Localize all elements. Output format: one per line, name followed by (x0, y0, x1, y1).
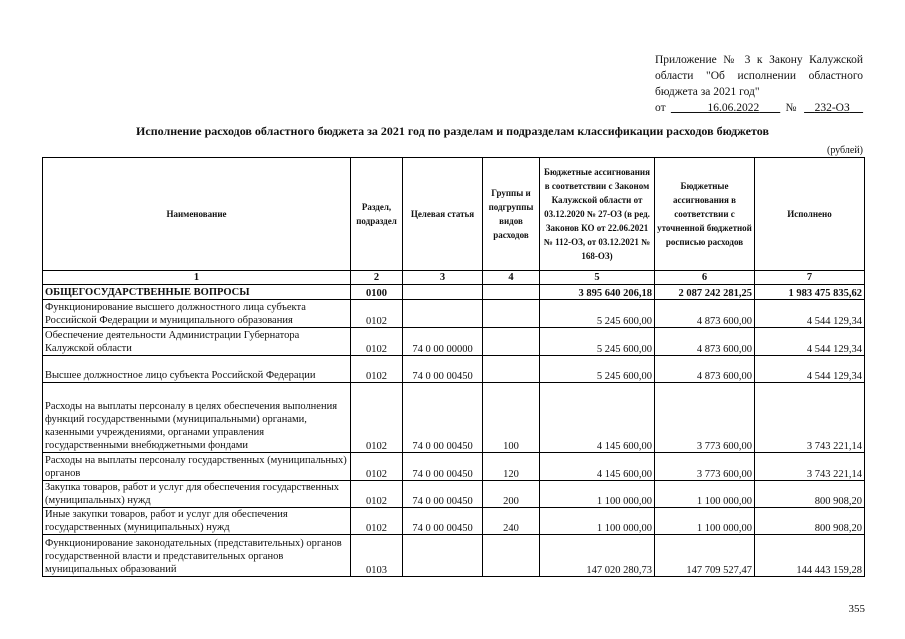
row-executed-amount: 144 443 159,28 (755, 535, 865, 577)
units-label: (рублей) (826, 145, 863, 156)
row-refined-amount: 2 087 242 281,25 (655, 285, 755, 300)
document-title: Исполнение расходов областного бюджета за 2021 год по разделам и подразделам классификации расходов бюджетов (136, 124, 769, 138)
row-name: Закупка товаров, работ и услуг для обеспечения государственных (муниципальных) нужд (43, 481, 351, 508)
column-number: 6 (655, 271, 755, 285)
row-executed-amount: 800 908,20 (755, 508, 865, 535)
row-group: 100 (483, 383, 540, 453)
row-name: Высшее должностное лицо субъекта Российской Федерации (43, 356, 351, 383)
row-section: 0102 (351, 328, 403, 356)
row-law-amount: 1 100 000,00 (540, 481, 655, 508)
row-group: 200 (483, 481, 540, 508)
appendix-line-4 (655, 100, 863, 116)
row-target (403, 285, 483, 300)
row-law-amount: 5 245 600,00 (540, 300, 655, 328)
row-name: Функционирование высшего должностного лица субъекта Российской Федерации и муниципального образования (43, 300, 351, 328)
appendix-from: от (655, 102, 666, 114)
row-refined-amount: 4 873 600,00 (655, 328, 755, 356)
header-section: Раздел, подраздел (351, 158, 403, 271)
row-refined-amount: 147 709 527,47 (655, 535, 755, 577)
row-executed-amount: 800 908,20 (755, 481, 865, 508)
column-number: 5 (540, 271, 655, 285)
row-law-amount: 4 145 600,00 (540, 383, 655, 453)
table-row (43, 535, 865, 577)
row-group (483, 328, 540, 356)
row-refined-amount: 4 873 600,00 (655, 300, 755, 328)
table-row (43, 508, 865, 535)
row-executed-amount: 4 544 129,34 (755, 328, 865, 356)
budget-table (42, 157, 865, 577)
row-name: Расходы на выплаты персоналу государственных (муниципальных) органов (43, 453, 351, 481)
row-section: 0102 (351, 481, 403, 508)
row-section: 0102 (351, 300, 403, 328)
row-refined-amount: 3 773 600,00 (655, 453, 755, 481)
row-group: 240 (483, 508, 540, 535)
header-group: Группы и подгруппы видов расходов (483, 158, 540, 271)
appendix-number-sign: № (785, 102, 799, 114)
appendix-law-number: 232-ОЗ (814, 102, 850, 114)
row-target: 74 0 00 00450 (403, 383, 483, 453)
appendix-line-2: области "Об исполнении областного (655, 70, 863, 82)
row-section: 0102 (351, 453, 403, 481)
table-header-row (43, 158, 865, 271)
row-group (483, 356, 540, 383)
row-refined-amount: 1 100 000,00 (655, 508, 755, 535)
column-number: 1 (43, 271, 351, 285)
appendix-line-3: бюджета за 2021 год" (655, 86, 760, 98)
row-executed-amount: 3 743 221,14 (755, 453, 865, 481)
header-refined-allocation: Бюджетные ассигнования в соответствии с уточненной бюджетной росписью расходов (655, 158, 755, 271)
row-refined-amount: 4 873 600,00 (655, 356, 755, 383)
row-refined-amount: 3 773 600,00 (655, 383, 755, 453)
column-number: 3 (403, 271, 483, 285)
table-row (43, 300, 865, 328)
row-executed-amount: 3 743 221,14 (755, 383, 865, 453)
row-law-amount: 4 145 600,00 (540, 453, 655, 481)
row-target: 74 0 00 00450 (403, 481, 483, 508)
row-name: ОБЩЕГОСУДАРСТВЕННЫЕ ВОПРОСЫ (43, 285, 351, 300)
row-section: 0100 (351, 285, 403, 300)
column-number-row (43, 271, 865, 285)
row-group (483, 300, 540, 328)
row-law-amount: 147 020 280,73 (540, 535, 655, 577)
table-row (43, 383, 865, 453)
table-row (43, 356, 865, 383)
row-name: Расходы на выплаты персоналу в целях обеспечения выполнения функций государственными (муниципальными) органами, казенными учреждениями, органами управления государственными внебюджетными фондами (43, 383, 351, 453)
row-section: 0102 (351, 356, 403, 383)
header-executed: Исполнено (755, 158, 865, 271)
appendix-note (655, 52, 863, 116)
row-target: 74 0 00 00000 (403, 328, 483, 356)
row-law-amount: 5 245 600,00 (540, 328, 655, 356)
table-row (43, 328, 865, 356)
row-law-amount: 5 245 600,00 (540, 356, 655, 383)
row-name: Обеспечение деятельности Администрации Губернатора Калужской области (43, 328, 351, 356)
row-target: 74 0 00 00450 (403, 453, 483, 481)
row-section: 0102 (351, 383, 403, 453)
appendix-date: 16.06.2022 (707, 102, 760, 114)
row-group (483, 285, 540, 300)
row-law-amount: 1 100 000,00 (540, 508, 655, 535)
row-executed-amount: 4 544 129,34 (755, 300, 865, 328)
row-law-amount: 3 895 640 206,18 (540, 285, 655, 300)
row-executed-amount: 4 544 129,34 (755, 356, 865, 383)
header-law-allocation: Бюджетные ассигнования в соответствии с Законом Калужской области от 03.12.2020 № 27-ОЗ (в ред. Законов КО от 22.06.2021 № 112-ОЗ, от 03.12.2021 № 168-ОЗ) (540, 158, 655, 271)
row-target: 74 0 00 00450 (403, 508, 483, 535)
column-number: 4 (483, 271, 540, 285)
table-row (43, 453, 865, 481)
row-section: 0102 (351, 508, 403, 535)
column-number: 2 (351, 271, 403, 285)
row-target (403, 535, 483, 577)
appendix-line-1: Приложение № 3 к Закону Калужской (655, 54, 863, 66)
row-target (403, 300, 483, 328)
row-group (483, 535, 540, 577)
row-name: Функционирование законодательных (представительных) органов государственной власти и представительных органов муниципальных образований (43, 535, 351, 577)
row-executed-amount: 1 983 475 835,62 (755, 285, 865, 300)
row-refined-amount: 1 100 000,00 (655, 481, 755, 508)
row-section: 0103 (351, 535, 403, 577)
row-target: 74 0 00 00450 (403, 356, 483, 383)
header-target: Целевая статья (403, 158, 483, 271)
table-row (43, 481, 865, 508)
row-group: 120 (483, 453, 540, 481)
row-name: Иные закупки товаров, работ и услуг для обеспечения государственных (муниципальных) нужд (43, 508, 351, 535)
header-name: Наименование (43, 158, 351, 271)
page-number: 355 (848, 603, 865, 615)
table-row (43, 285, 865, 300)
column-number: 7 (755, 271, 865, 285)
